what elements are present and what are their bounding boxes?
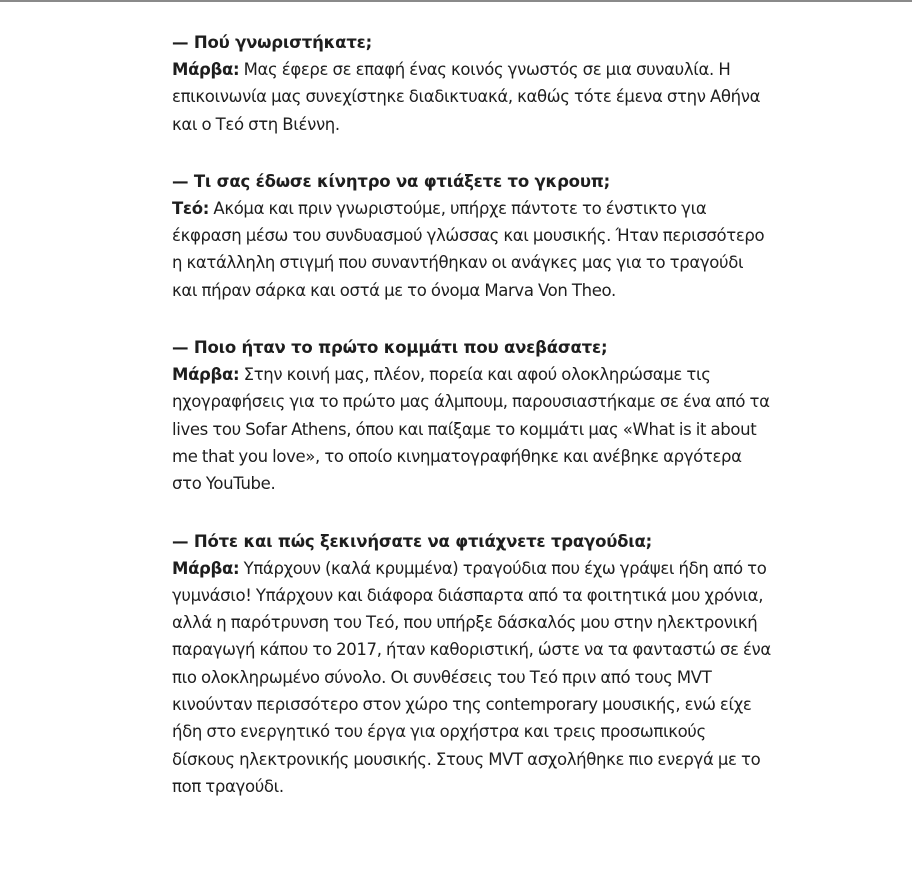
top-divider <box>0 0 912 2</box>
answer-text: Ακόμα και πριν γνωριστούμε, υπήρχε πάντοτε το ένστικτο για έκφραση μέσω του συνδυασμού γλώσσας και μουσικής. Ήταν περισσότερο η κατάλληλη στιγμή που συναντήθηκαν οι ανάγκες μας για το τραγούδι και πήραν σάρκα και οστά με το όνομα Marva Von Theo. <box>172 198 765 300</box>
interview-question: — Πότε και πώς ξεκινήσατε να φτιάχνετε τραγούδια; <box>172 531 653 551</box>
speaker-name: Μάρβα: <box>172 60 240 79</box>
interview-answer <box>172 555 772 801</box>
speaker-name: Τεό: <box>172 198 209 218</box>
interview-answer <box>172 56 772 138</box>
answer-text: Υπάρχουν (καλά κρυμμένα) τραγούδια που έχω γράψει ήδη από το γυμνάσιο! Υπάρχουν και διάφορα διάσπαρτα από τα φοιτητικά μου χρόνια, αλλά η παρότρυνση του Τεό, που υπήρξε δάσκαλός μου στην ηλεκτρονική παραγωγή κάπου το 2017, ήταν καθοριστική, ώστε να τα φανταστώ σε ένα πιο ολοκληρωμένο σύνολο. Οι συνθέσεις του Τεό πριν από τους MVT κινούνταν περισσότερο στον χώρο της contemporary μουσικής, ενώ είχε ήδη στο ενεργητικό του έργα για ορχήστρα και τρεις προσωπικούς δίσκους ηλεκτρονικής μουσικής. Στους MVT ασχολήθηκε πιο ενεργά με το ποπ τραγούδι. <box>172 558 771 796</box>
interview-article <box>172 29 772 830</box>
interview-question: — Πού γνωριστήκατε; <box>172 33 373 52</box>
speaker-name: Μάρβα: <box>172 365 240 385</box>
qa-block <box>172 334 772 497</box>
qa-block <box>172 528 772 801</box>
interview-answer <box>172 195 772 304</box>
speaker-name: Μάρβα: <box>172 558 240 578</box>
interview-answer <box>172 361 772 497</box>
interview-question: — Τι σας έδωσε κίνητρο να φτιάξετε το γκρουπ; <box>172 171 611 191</box>
interview-question: — Ποιο ήταν το πρώτο κομμάτι που ανεβάσατε; <box>172 338 608 358</box>
answer-text: Στην κοινή μας, πλέον, πορεία και αφού ολοκληρώσαμε τις ηχογραφήσεις για το πρώτο μας άλμπουμ, παρουσιαστήκαμε σε ένα από τα lives του Sofar Athens, όπου και παίξαμε το κομμάτι μας «What is it about me that you love», το οποίο κινηματογραφήθηκε και ανέβηκε αργότερα στο YouTube. <box>172 365 770 494</box>
qa-block <box>172 168 772 304</box>
qa-block <box>172 29 772 138</box>
answer-text: Μας έφερε σε επαφή ένας κοινός γνωστός σε μια συναυλία. Η επικοινωνία μας συνεχίστηκε διαδικτυακά, καθώς τότε έμενα στην Αθήνα και ο Τεό στη Βιέννη. <box>172 60 761 134</box>
